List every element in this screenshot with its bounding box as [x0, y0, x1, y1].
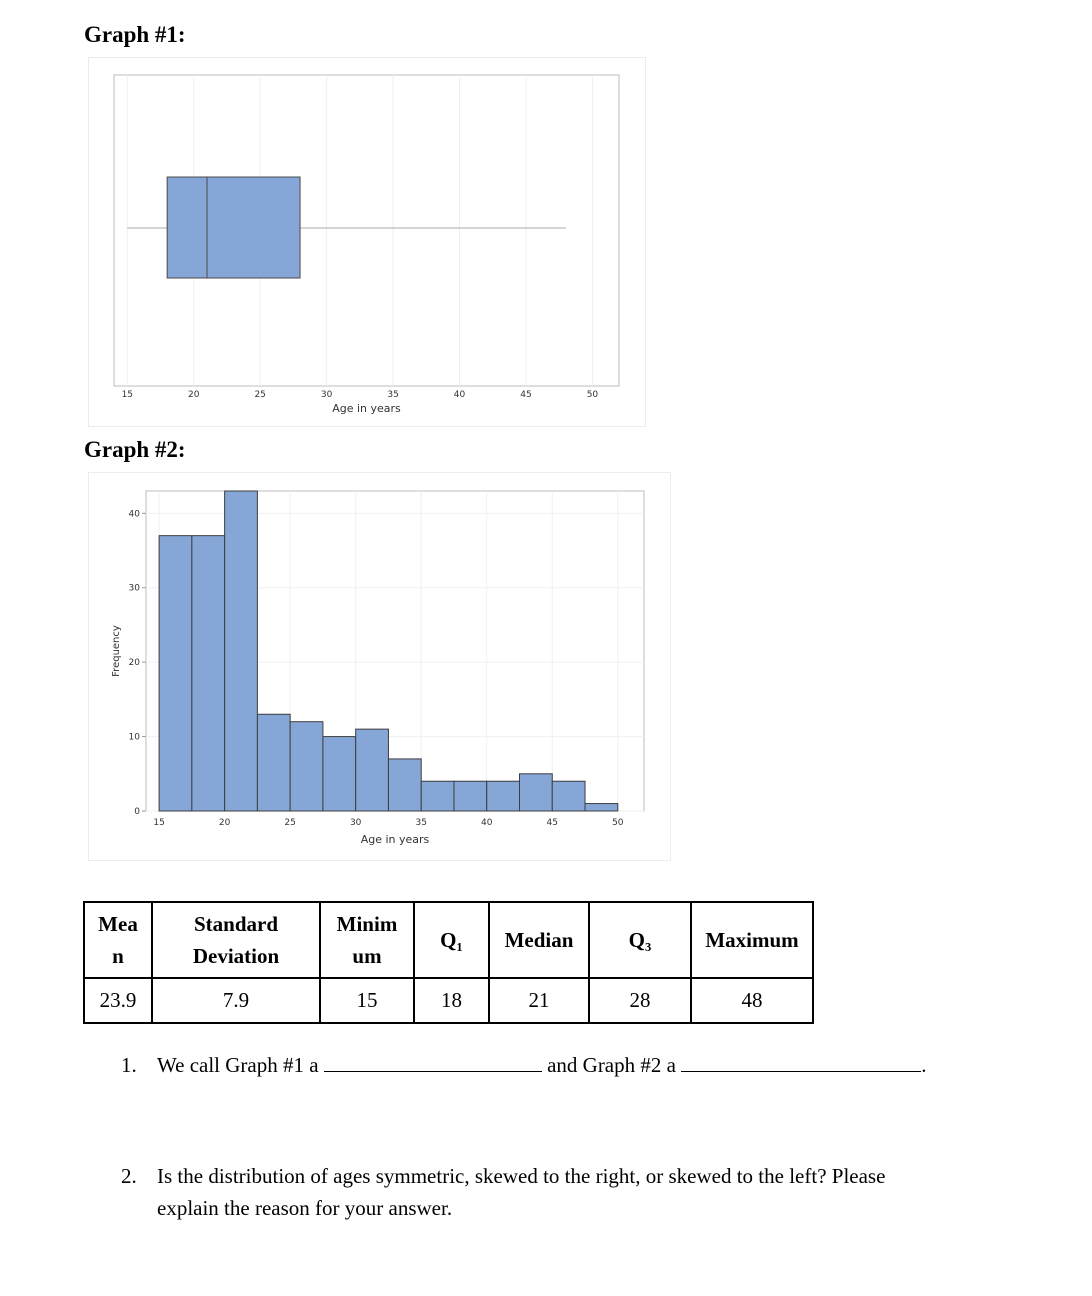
x-tick-label-30: 30 — [320, 390, 333, 400]
x-tick-label-25: 25 — [254, 390, 266, 400]
graph2-heading: Graph #2: — [84, 437, 186, 462]
x-tick-label-40: 40 — [481, 818, 493, 828]
question-1-text-b: and Graph #2 a — [547, 1053, 676, 1077]
y-tick-label-0: 0 — [134, 807, 140, 817]
value-maximum: 48 — [691, 978, 813, 1023]
histogram-bar-1 — [192, 536, 225, 811]
histogram-bar-9 — [454, 781, 487, 811]
x-tick-label-15: 15 — [153, 818, 165, 828]
graph1-frame — [88, 57, 646, 427]
x-tick-label-25: 25 — [284, 818, 296, 828]
header-maximum — [691, 902, 813, 978]
header-min-line2: um — [352, 944, 382, 968]
table-value-row — [84, 978, 813, 1023]
x-tick-label-35: 35 — [415, 818, 427, 828]
header-median-label: Median — [504, 928, 574, 952]
header-mean — [84, 902, 152, 978]
header-mean-line1: Mea — [98, 912, 138, 936]
x-tick-label-30: 30 — [349, 818, 362, 828]
histogram-bar-0 — [159, 536, 192, 811]
question-1-text — [157, 1049, 926, 1081]
x-tick-label-50: 50 — [586, 390, 599, 400]
value-minimum: 15 — [320, 978, 414, 1023]
histogram-bar-6 — [356, 729, 389, 811]
question-2-line2: explain the reason for your answer. — [157, 1196, 453, 1220]
question-1-text-a: We call Graph #1 a — [157, 1053, 319, 1077]
value-q1: 18 — [414, 978, 489, 1023]
question-2-number: 2. — [121, 1164, 137, 1188]
iqr-box — [167, 177, 300, 278]
x-tick-label-45: 45 — [520, 390, 532, 400]
header-mean-line2: n — [112, 944, 124, 968]
boxplot-chart — [89, 58, 645, 426]
question-2-line1: Is the distribution of ages symmetric, skewed to the right, or skewed to the left? Please — [157, 1164, 886, 1188]
header-standard-deviation — [152, 902, 320, 978]
histogram-bar-10 — [487, 781, 520, 811]
x-tick-label-45: 45 — [546, 818, 558, 828]
value-median: 21 — [489, 978, 589, 1023]
x-tick-label-15: 15 — [121, 390, 134, 400]
x-tick-label-40: 40 — [453, 390, 466, 400]
header-q1 — [414, 902, 489, 978]
histogram-bar-4 — [290, 722, 323, 811]
histogram-chart — [89, 473, 670, 860]
y-axis-label: Frequency — [111, 625, 122, 677]
x-axis-label: Age in years — [360, 833, 430, 846]
summary-statistics-table — [83, 901, 814, 1024]
question-1-number: 1. — [121, 1053, 137, 1077]
value-mean: 23.9 — [84, 978, 152, 1023]
x-axis-label: Age in years — [332, 402, 401, 415]
histogram-bar-5 — [323, 737, 356, 811]
table-header-row — [84, 902, 813, 978]
header-q1-label: Q₁ — [440, 928, 463, 952]
x-tick-label-20: 20 — [218, 818, 231, 828]
y-tick-label-30: 30 — [128, 583, 140, 594]
histogram-bar-11 — [520, 774, 553, 811]
header-sd-line1: Standard — [193, 912, 279, 936]
y-tick-label-40: 40 — [128, 509, 140, 520]
histogram-bar-2 — [225, 491, 258, 811]
question-2-text — [157, 1160, 885, 1224]
value-q3: 28 — [589, 978, 691, 1023]
histogram-bar-13 — [585, 804, 618, 811]
y-tick-label-10: 10 — [128, 732, 140, 743]
x-tick-label-50: 50 — [612, 818, 624, 828]
header-median — [489, 902, 589, 978]
histogram-bar-7 — [388, 759, 421, 811]
value-standard-deviation: 7.9 — [152, 978, 320, 1023]
header-q3 — [589, 902, 691, 978]
y-tick-label-20: 20 — [128, 658, 140, 669]
x-tick-label-20: 20 — [188, 390, 200, 400]
header-max-label: Maximum — [705, 928, 799, 952]
header-sd-line2: Deviation — [192, 944, 280, 968]
x-tick-label-35: 35 — [387, 390, 399, 400]
histogram-bar-3 — [257, 714, 290, 811]
question-1-end: . — [921, 1053, 927, 1077]
header-q3-label: Q₃ — [628, 928, 652, 952]
histogram-bar-12 — [552, 781, 585, 811]
header-minimum — [320, 902, 414, 978]
histogram-bar-8 — [421, 781, 454, 811]
answer-blank-graph1[interactable] — [324, 1051, 542, 1072]
answer-blank-graph2[interactable] — [681, 1051, 921, 1072]
graph1-heading: Graph #1: — [84, 22, 186, 47]
graph2-frame — [88, 472, 671, 861]
header-min-line1: Minim — [336, 912, 398, 936]
